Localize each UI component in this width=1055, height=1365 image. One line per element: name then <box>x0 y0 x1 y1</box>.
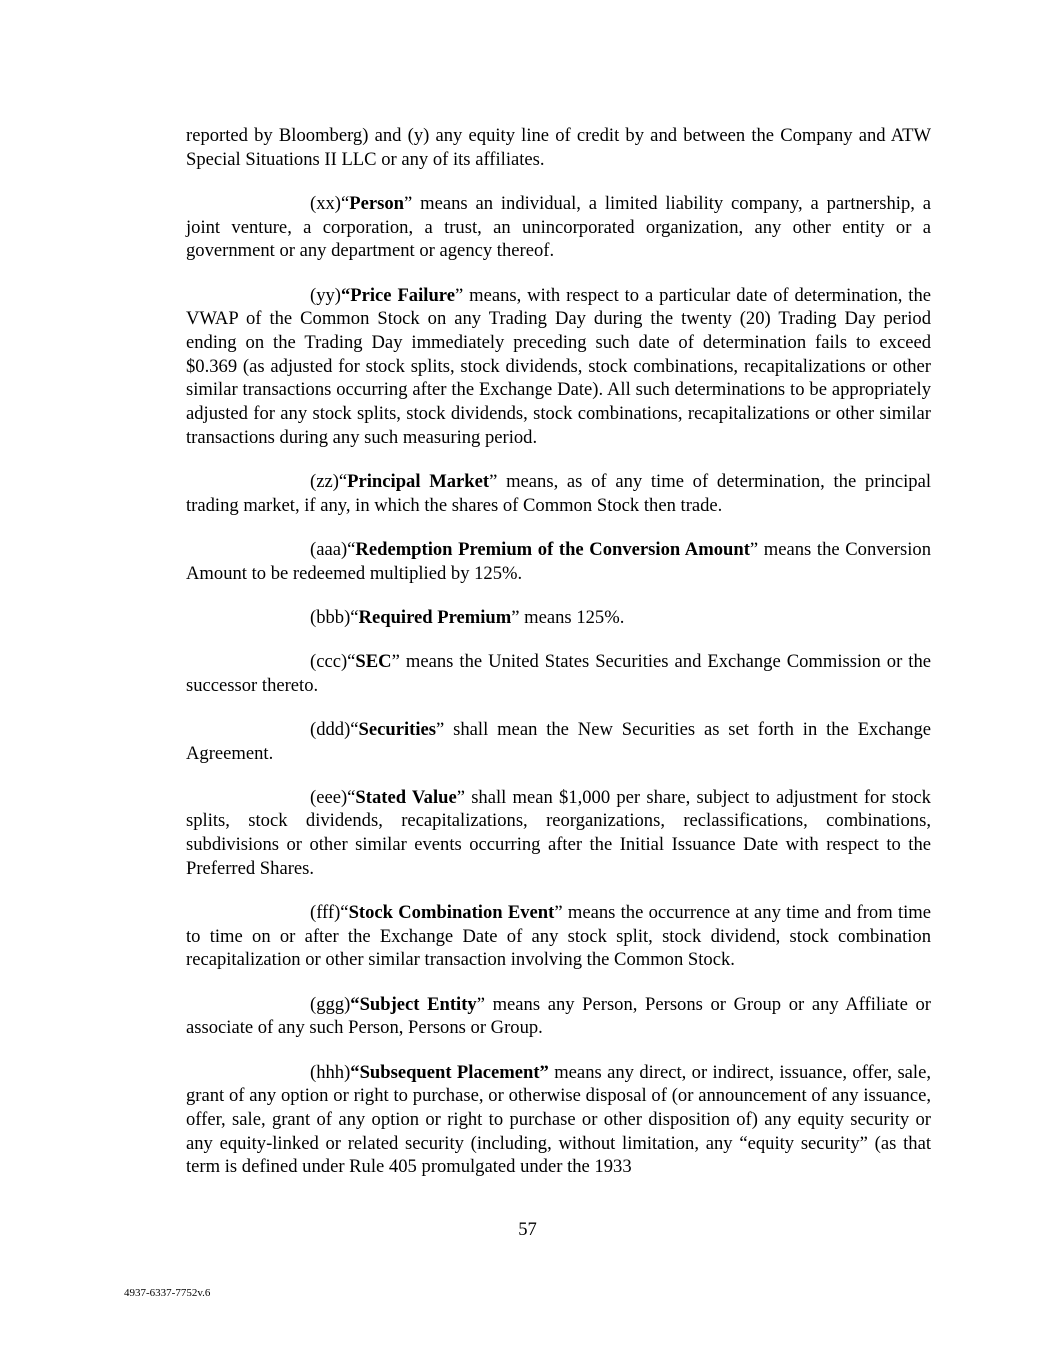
defined-term: Person <box>349 192 404 214</box>
definition-principal-market <box>186 470 931 517</box>
definition-body: means any direct, or indirect, issuance, offer, sale, grant of any option or right to purchase, or otherwise disposal of (or announcement of any issuance, offer, sale, grant of any option or right to purchase or other disposition of) any equity security or any equity-linked or related security (including, without limitation, any “equity security” (as that term is defined under Rule 405 promulgated under the 1933 <box>186 1061 932 1178</box>
definition-label: (zz) <box>310 470 339 492</box>
page-number: 57 <box>518 1219 537 1240</box>
definition-body: shall mean the New Securities as set forth in the Exchange Agreement. <box>186 718 931 764</box>
body-text <box>186 124 931 1179</box>
defined-term: Principal Market <box>347 470 490 492</box>
defined-term: Stated Value <box>355 786 457 808</box>
definition-body: means the occurrence at any time and from time to time on or after the Exchange Date of any stock split, stock dividend, stock combination recapitalization or other similar transaction involving the Common Stock. <box>186 902 931 971</box>
definition-stated-value <box>186 786 931 881</box>
definition-body: means any Person, Persons or Group or any Affiliate or associate of any such Person, Persons or Group. <box>186 993 932 1039</box>
definition-body: means 125%. <box>519 606 625 628</box>
definition-label: (eee) <box>310 786 348 808</box>
defined-term: Redemption Premium of the Conversion Amount <box>355 538 750 560</box>
defined-term: Stock Combination Event <box>348 902 555 924</box>
open-quote: “ <box>347 650 356 672</box>
definition-body: means, as of any time of determination, the principal trading market, if any, in which the shares of Common Stock then trade. <box>186 470 931 516</box>
close-quote: ” <box>476 993 485 1015</box>
definition-sec <box>186 650 931 697</box>
definition-person <box>186 192 931 263</box>
open-quote: “ <box>350 718 359 740</box>
close-quote: ” <box>489 470 498 492</box>
defined-term: SEC <box>355 650 392 672</box>
open-quote: “ <box>340 902 349 924</box>
definition-body: shall mean $1,000 per share, subject to adjustment for stock splits, stock dividends, recapitalizations, reorganizations, reclassifications, combinations, subdivisions or other similar events occurring after the Initial Issuance Date with respect to the Preferred Shares. <box>186 786 931 879</box>
definition-label: (bbb) <box>310 606 351 628</box>
definition-stock-combination-event <box>186 901 931 972</box>
definition-body: means an individual, a limited liability company, a partnership, a joint venture, a corporation, a trust, an unincorporated organization, any other entity or a government or any department or agency thereof. <box>186 192 931 262</box>
definition-label: (yy) <box>310 284 341 306</box>
definition-subsequent-placement <box>186 1061 931 1180</box>
close-quote: ” <box>749 538 759 560</box>
close-quote: ” <box>404 192 413 214</box>
close-quote: ” <box>436 718 445 740</box>
definition-redemption-premium <box>186 538 931 585</box>
close-quote: ” <box>391 650 400 672</box>
close-quote: ” <box>456 786 465 808</box>
definition-body: means the Conversion Amount to be redeemed multiplied by 125%. <box>186 538 931 584</box>
open-quote: “ <box>347 786 356 808</box>
definition-label: (aaa) <box>310 538 348 560</box>
close-quote: ” <box>511 606 520 628</box>
defined-term: Subsequent Placement” <box>359 1061 549 1083</box>
defined-term: Price Failure <box>350 284 455 306</box>
document-id: 4937-6337-7752v.6 <box>124 1287 211 1299</box>
definition-label: (ddd) <box>310 718 351 740</box>
continuation-paragraph: reported by Bloomberg) and (y) any equity line of credit by and between the Company and ATW Special Situations II LLC or any of its affiliates. <box>186 125 931 170</box>
definition-required-premium <box>186 606 931 630</box>
defined-term: Required Premium <box>358 606 512 628</box>
open-quote: “ <box>350 993 360 1015</box>
open-quote: “ <box>338 470 348 492</box>
open-quote: “ <box>340 192 350 214</box>
definition-label: (xx) <box>310 192 341 214</box>
definition-body: means the United States Securities and Exchange Commission or the successor thereto. <box>186 650 931 696</box>
definition-label: (ggg) <box>310 993 351 1015</box>
definition-label: (fff) <box>310 902 341 924</box>
definition-securities <box>186 718 931 765</box>
definition-label: (ccc) <box>310 650 348 672</box>
defined-term: Subject Entity <box>359 993 477 1015</box>
definition-price-failure <box>186 284 931 450</box>
open-quote: “ <box>340 284 351 306</box>
definition-label: (hhh) <box>310 1061 351 1083</box>
open-quote: “ <box>350 606 359 628</box>
definition-subject-entity <box>186 993 931 1040</box>
open-quote: “ <box>347 538 356 560</box>
definition-body: means, with respect to a particular date of determination, the VWAP of the Common Stock on any Trading Day during the twenty (20) Trading Day period ending on the Trading Day immediately preceding such date of determination fails to exceed $0.369 (as adjusted for stock splits, stock dividends, stock combinations, recapitalizations or other similar transactions occurring after the Exchange Date). All such determinations to be appropriately adjusted for any stock splits, stock dividends, stock combinations, recapitalizations or other similar transactions during any such measuring period. <box>186 284 931 448</box>
close-quote: ” <box>454 284 464 306</box>
open-quote: “ <box>350 1061 360 1083</box>
close-quote: ” <box>554 902 563 924</box>
defined-term: Securities <box>358 718 436 740</box>
